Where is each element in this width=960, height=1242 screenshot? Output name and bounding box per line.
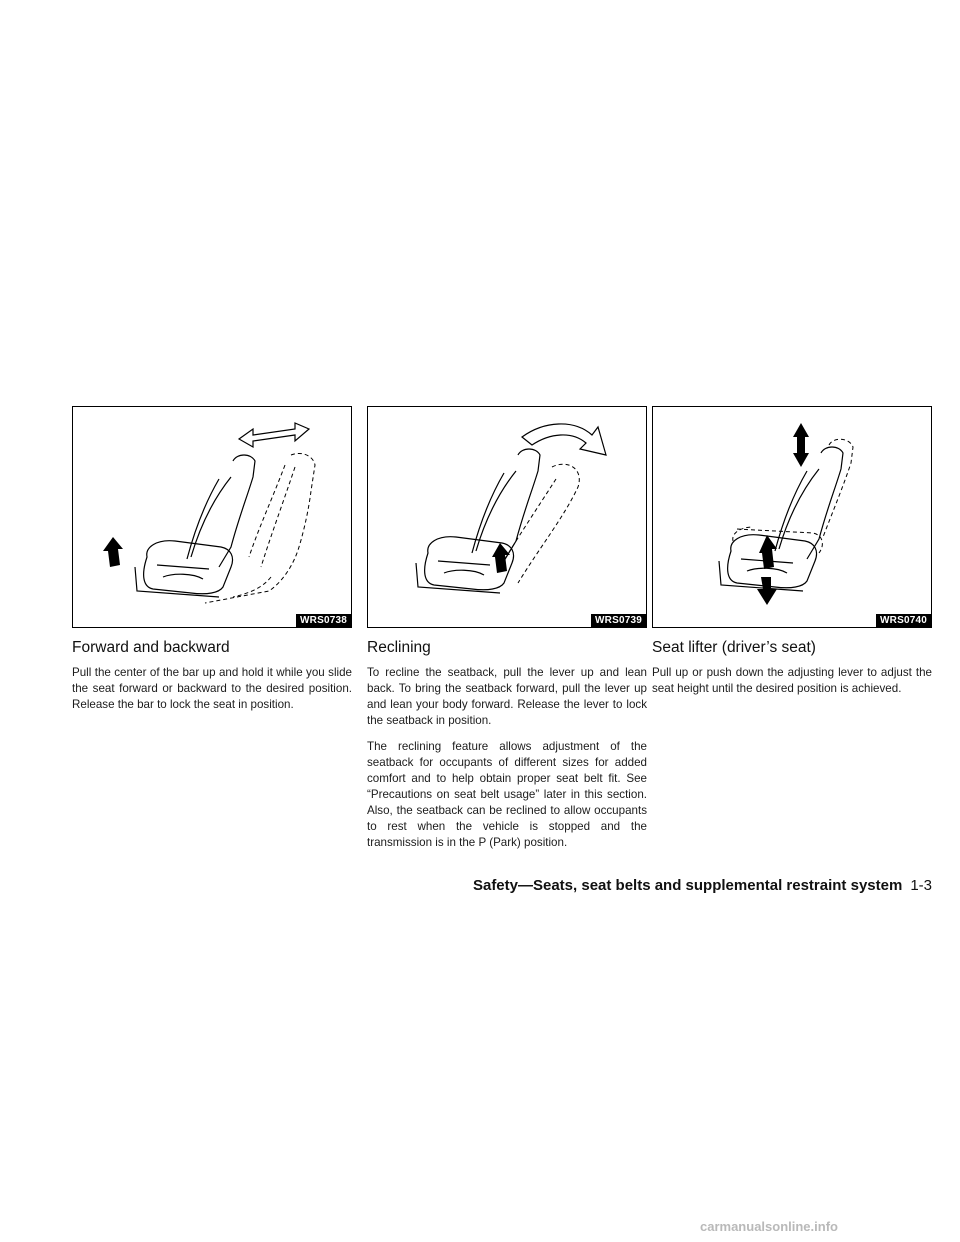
section-paragraph: Pull up or push down the adjusting lever to adjust the seat height until the desired position is achieved. bbox=[652, 666, 932, 695]
seat-recline-icon bbox=[368, 407, 646, 627]
section-reclining bbox=[367, 406, 647, 861]
section-paragraph: To recline the seatback, pull the lever up and lean back. To bring the seatback forward, pull the lever up and lean your body forward. Release the lever to lock the seatback in position. bbox=[367, 666, 647, 727]
section-title: Reclining bbox=[367, 639, 431, 656]
figure-code: WRS0740 bbox=[876, 614, 931, 627]
footer-section-title: Safety—Seats, seat belts and supplemental restraint system bbox=[472, 877, 903, 894]
seat-lifter-icon bbox=[653, 407, 931, 627]
figure-code: WRS0739 bbox=[591, 614, 646, 627]
figure-code: WRS0738 bbox=[296, 614, 351, 627]
figure-seat-recline bbox=[367, 406, 647, 628]
seat-slide-icon bbox=[73, 407, 351, 627]
page-number: 1-3 bbox=[910, 877, 932, 894]
figure-seat-slide bbox=[72, 406, 352, 628]
section-paragraph: Pull the center of the bar up and hold it while you slide the seat forward or backward to the desired position. Release the bar to lock the seat in position. bbox=[72, 666, 352, 711]
section-paragraph: The reclining feature allows adjustment of the seatback for occupants of different sizes for added comfort and to help obtain proper seat belt fit. See “Precautions on seat belt usage” later in this section. Also, the seatback can be reclined to allow occupants to rest when the vehicle is stopped and the transmission is in the P (Park) position. bbox=[367, 740, 647, 849]
page-footer bbox=[473, 877, 932, 894]
section-forward-backward bbox=[72, 406, 352, 723]
section-title: Seat lifter (driver’s seat) bbox=[652, 639, 816, 656]
section-seat-lifter bbox=[652, 406, 932, 707]
figure-seat-lifter bbox=[652, 406, 932, 628]
section-title: Forward and backward bbox=[72, 639, 230, 656]
watermark: carmanualsonline.info bbox=[700, 1219, 838, 1234]
